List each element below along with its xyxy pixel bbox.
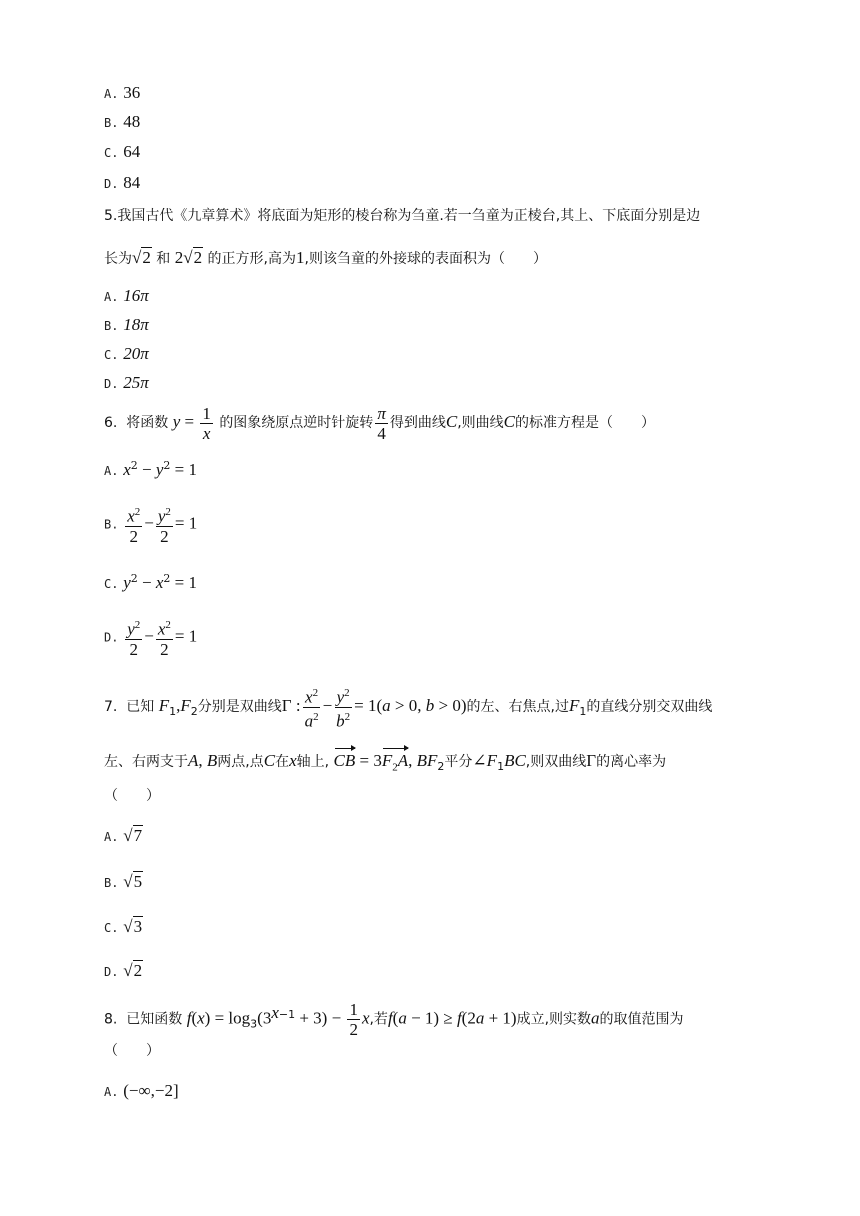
q5-option-a: A. 16π — [104, 286, 149, 305]
q7-stem-line1: 7. 已知 $F_1,F_2$分别是双曲线Γ : $\frac{x^2}{a^2}$ − $\frac{y^2}{b^2}$ = 1(a > 0, b > 0)的左、右焦点,过$F_1$的直线分别交双曲线 — [104, 684, 712, 732]
q6-option-b: B. $\frac{x^2}{2}$ − $\frac{y^2}{2}$ = 1 — [104, 503, 197, 546]
sqrt-2: √2 — [132, 248, 151, 267]
q5-stem-line1: 5.我国古代《九章算术》将底面为矩形的棱台称为刍童.若一刍童为正棱台,其上、下底面分别是边 — [104, 208, 701, 224]
q5-option-c: C. 20π — [104, 344, 149, 363]
q7-option-c: C. √3 — [104, 917, 143, 936]
q4-option-d: D. 84 — [104, 173, 141, 192]
q8-answer-paren: （ ） — [104, 1043, 160, 1059]
q6-option-a: A. $x^2 - y^2 = 1$ — [104, 459, 198, 479]
q4-option-a: A. 36 — [104, 83, 141, 102]
q8-stem: 8. 已知函数 $f(x) = \log_3(3^{x-1} + 3)$ − $\frac{1}{2}$ x,若f(a − 1) ≥ f(2a + 1)成立,则实数a的取值范围为 — [104, 1000, 684, 1040]
q5-stem-line2: 长为√2 和 2√2 的正方形,高为1,则该刍童的外接球的表面积为（ ） — [104, 248, 547, 267]
q7-option-b: B. √5 — [104, 872, 143, 891]
q4-option-c: C. 64 — [104, 142, 141, 161]
q5-option-d: D. 25π — [104, 373, 149, 392]
q6-stem: 6. 将函数 y = $\frac{1}{x}$ 的图象绕原点逆时针旋转 $\frac{\pi}{4}$ 得到曲线C,则曲线C的标准方程是（ ） — [104, 403, 655, 443]
q4-option-b: B. 48 — [104, 112, 141, 131]
q6-option-d: D. $\frac{y^2}{2}$ − $\frac{x^2}{2}$ = 1 — [104, 616, 197, 659]
q8-option-a: A. (−∞,−2] — [104, 1081, 179, 1100]
q5-option-b: B. 18π — [104, 315, 149, 334]
q7-option-a: A. √7 — [104, 826, 143, 845]
q7-stem-line2: 左、右两支于A, B两点,点C在x轴上, CB = $3F_2A$, $BF_2$平分$\angle F_1BC$,则双曲线Γ的离心率为 — [104, 751, 666, 777]
q7-option-d: D. √2 — [104, 961, 143, 980]
q6-option-c: C. $y^2 - x^2 = 1$ — [104, 572, 198, 592]
sqrt-2b: √2 — [183, 248, 203, 267]
q7-answer-paren: （ ） — [104, 788, 160, 804]
